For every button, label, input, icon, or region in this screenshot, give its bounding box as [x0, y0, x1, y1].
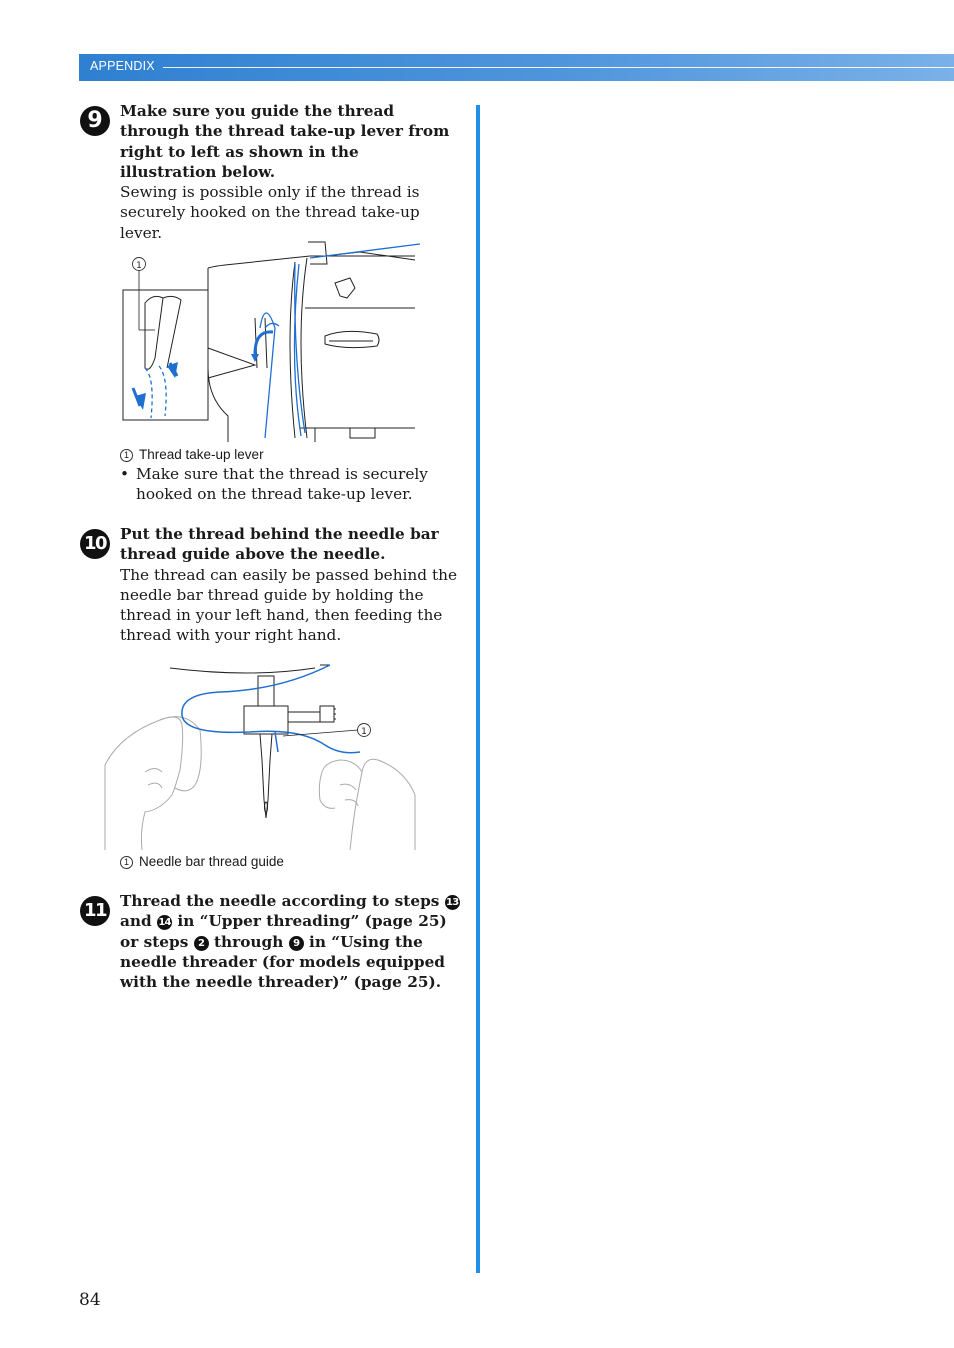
- step-10-text: [120, 524, 460, 646]
- page-number: 84: [79, 1290, 101, 1310]
- step-11-text-part5: in “Using the needle threader (for models equipped with the needle threader)” (page 25).: [120, 932, 446, 992]
- header-rule: [163, 67, 954, 68]
- step-9-instruction: Make sure you guide the thread through the thread take-up lever from right to left as shown in the illustration below.: [120, 102, 450, 181]
- step-9-bullet: [120, 464, 460, 505]
- step-9-number: 9: [80, 106, 110, 136]
- step-9-text: [120, 101, 460, 243]
- step-9-caption-marker: 1: [120, 449, 133, 462]
- take-up-lever-illustration: [115, 238, 425, 444]
- section-header-bar: [79, 54, 954, 81]
- step-ref-13: 13: [446, 897, 459, 908]
- step-ref-14: 14: [158, 917, 171, 929]
- step-11-text-part1: Thread the needle according to steps: [120, 892, 440, 910]
- bullet-dot: •: [120, 465, 130, 483]
- step-11-text-part2: and: [120, 912, 152, 931]
- step-10-number: 10: [80, 529, 110, 559]
- step-9-bullet-text: Make sure that the thread is securely hooked on the thread take-up lever.: [136, 465, 428, 504]
- needle-bar-guide-illustration: [100, 660, 430, 850]
- step-11-text-part3: in “Upper threading” (page 25) or steps: [120, 912, 447, 951]
- step-9-caption-label: Thread take-up lever: [139, 447, 264, 462]
- step-10-illustration-marker: 1: [361, 727, 367, 737]
- section-label: APPENDIX: [90, 59, 155, 73]
- step-10-instruction: Put the thread behind the needle bar thread guide above the needle.: [120, 525, 439, 564]
- step-10-caption-marker: 1: [120, 856, 133, 869]
- step-10-caption: [120, 854, 284, 869]
- step-11-number: 11: [80, 896, 110, 926]
- step-10-caption-label: Needle bar thread guide: [139, 854, 284, 869]
- column-divider: [476, 105, 480, 1273]
- step-ref-2: 2: [194, 936, 209, 951]
- step-11-text-part4: through: [213, 932, 284, 951]
- step-9-caption: [120, 447, 264, 462]
- step-11-text: [120, 891, 460, 992]
- step-9-illustration-marker: 1: [136, 261, 142, 271]
- step-10-note: The thread can easily be passed behind the needle bar thread guide by holding the thread in your left hand, then feeding the thread with your right hand.: [120, 565, 457, 645]
- step-9-note: Sewing is possible only if the thread is securely hooked on the thread take-up lever.: [120, 183, 420, 242]
- step-ref-9: 9: [289, 936, 304, 951]
